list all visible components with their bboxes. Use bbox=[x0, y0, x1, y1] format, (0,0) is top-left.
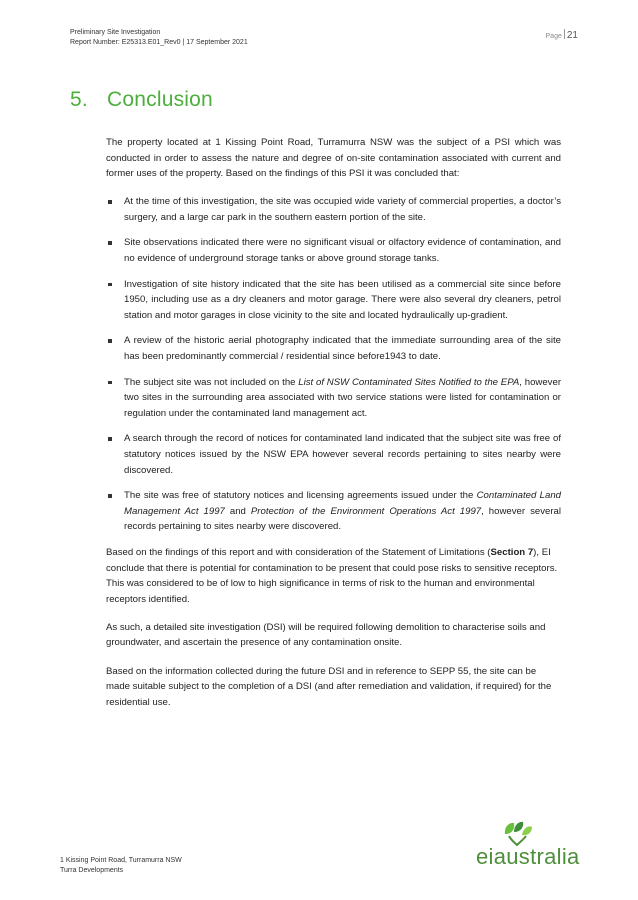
findings-list bbox=[106, 194, 561, 535]
paragraph-text-part: ), EI conclude that there is potential for contamination to be present that could pose risks to sensitive receptors. This was considered to be of low to high significance in terms of risk to the human and environmental receptors identified. bbox=[106, 546, 558, 605]
list-item bbox=[106, 375, 561, 422]
page-divider bbox=[564, 29, 565, 39]
bullet-icon bbox=[108, 437, 112, 441]
list-item bbox=[106, 333, 561, 364]
intro-paragraph: The property located at 1 Kissing Point Road, Turramurra NSW was the subject of a PSI which was conducted in order to assess the nature and degree of on-site contamination associated with current and former uses of the property. Based on the findings of this PSI it was concluded that: bbox=[106, 137, 561, 180]
list-item-italic: List of NSW Contaminated Sites Notified to the EPA bbox=[298, 376, 520, 388]
list-item-text: Site observations indicated there were no significant visual or olfactory evidence of contamination, and no evidence of underground storage tanks or above ground storage tanks. bbox=[124, 237, 561, 265]
company-logo bbox=[476, 820, 580, 876]
section-title: Conclusion bbox=[107, 88, 213, 111]
footer-client: Turra Developments bbox=[60, 866, 124, 874]
running-header bbox=[70, 28, 248, 47]
footer bbox=[60, 856, 182, 875]
header-title: Preliminary Site Investigation bbox=[70, 29, 161, 36]
list-item-text: Investigation of site history indicated that the site has been utilised as a commercial site since before 1950, including use as a dry cleaners and motor garage. There were also several dry cleaners, petrol station and motor garages in close vicinity to the site and located hydraulically up-gradient. bbox=[124, 278, 561, 321]
list-item-text-part: The subject site was not included on the bbox=[124, 376, 299, 388]
page-number: 21 bbox=[566, 30, 578, 41]
leaf-icon bbox=[500, 820, 534, 846]
conclusion-paragraph bbox=[106, 545, 561, 607]
list-item bbox=[106, 431, 561, 478]
section-reference: Section 7 bbox=[490, 546, 534, 558]
bullet-icon bbox=[108, 339, 112, 343]
section-number: 5. bbox=[70, 88, 88, 111]
list-item-italic: Protection of the Environment Operations Act 1997 bbox=[250, 505, 482, 517]
logo-wordmark: eiaustralia bbox=[476, 844, 580, 869]
list-item-text: A search through the record of notices for contaminated land indicated that the subject site was free of statutory notices issued by the NSW EPA however several records pertaining to sites nearby were discovered. bbox=[124, 433, 561, 476]
list-item bbox=[106, 235, 561, 266]
body-content bbox=[106, 135, 561, 723]
suitability-paragraph: Based on the information collected during the future DSI and in reference to SEPP 55, the site can be made suitable subject to the completion of a DSI (and after remediation and validation, if required) for the residential use. bbox=[106, 665, 552, 708]
bullet-icon bbox=[108, 200, 112, 204]
page-number-block bbox=[546, 29, 578, 41]
paragraph-text-part: Based on the findings of this report and with consideration of the Statement of Limitations ( bbox=[106, 546, 491, 558]
list-item-text-part: , however several records pertaining to sites nearby were discovered. bbox=[124, 505, 561, 533]
list-item-text: A review of the historic aerial photography indicated that the immediate surrounding area of the site has been predominantly commercial / residential since before1943 to date. bbox=[124, 335, 561, 363]
header-report-number: Report Number: E25313.E01_Rev0 | 17 September 2021 bbox=[70, 38, 248, 46]
list-item-text-part: , however two sites in the surrounding area associated with two service stations were listed for contamination or regulation under the contaminated land management act. bbox=[124, 376, 562, 419]
list-item-italic: Contaminated Land Management Act 1997 bbox=[124, 490, 561, 517]
bullet-icon bbox=[108, 381, 112, 385]
list-item-text-part: and bbox=[224, 505, 251, 517]
list-item-text-part: The site was free of statutory notices and licensing agreements issued under the bbox=[124, 490, 477, 502]
footer-address: 1 Kissing Point Road, Turramurra NSW bbox=[60, 857, 182, 864]
bullet-icon bbox=[108, 241, 112, 245]
list-item bbox=[106, 277, 561, 324]
bullet-icon bbox=[108, 494, 112, 498]
page-label: Page bbox=[545, 33, 562, 40]
bullet-icon bbox=[108, 283, 112, 287]
section-heading bbox=[70, 88, 213, 112]
list-item bbox=[106, 194, 561, 225]
list-item-text: At the time of this investigation, the site was occupied wide variety of commercial properties, a doctor’s surgery, and a large car park in the southern eastern portion of the site. bbox=[124, 196, 561, 223]
dsi-paragraph: As such, a detailed site investigation (DSI) will be required following demolition to characterise soils and groundwater, and ascertain the presence of any contamination onsite. bbox=[106, 621, 546, 649]
list-item bbox=[106, 488, 561, 535]
